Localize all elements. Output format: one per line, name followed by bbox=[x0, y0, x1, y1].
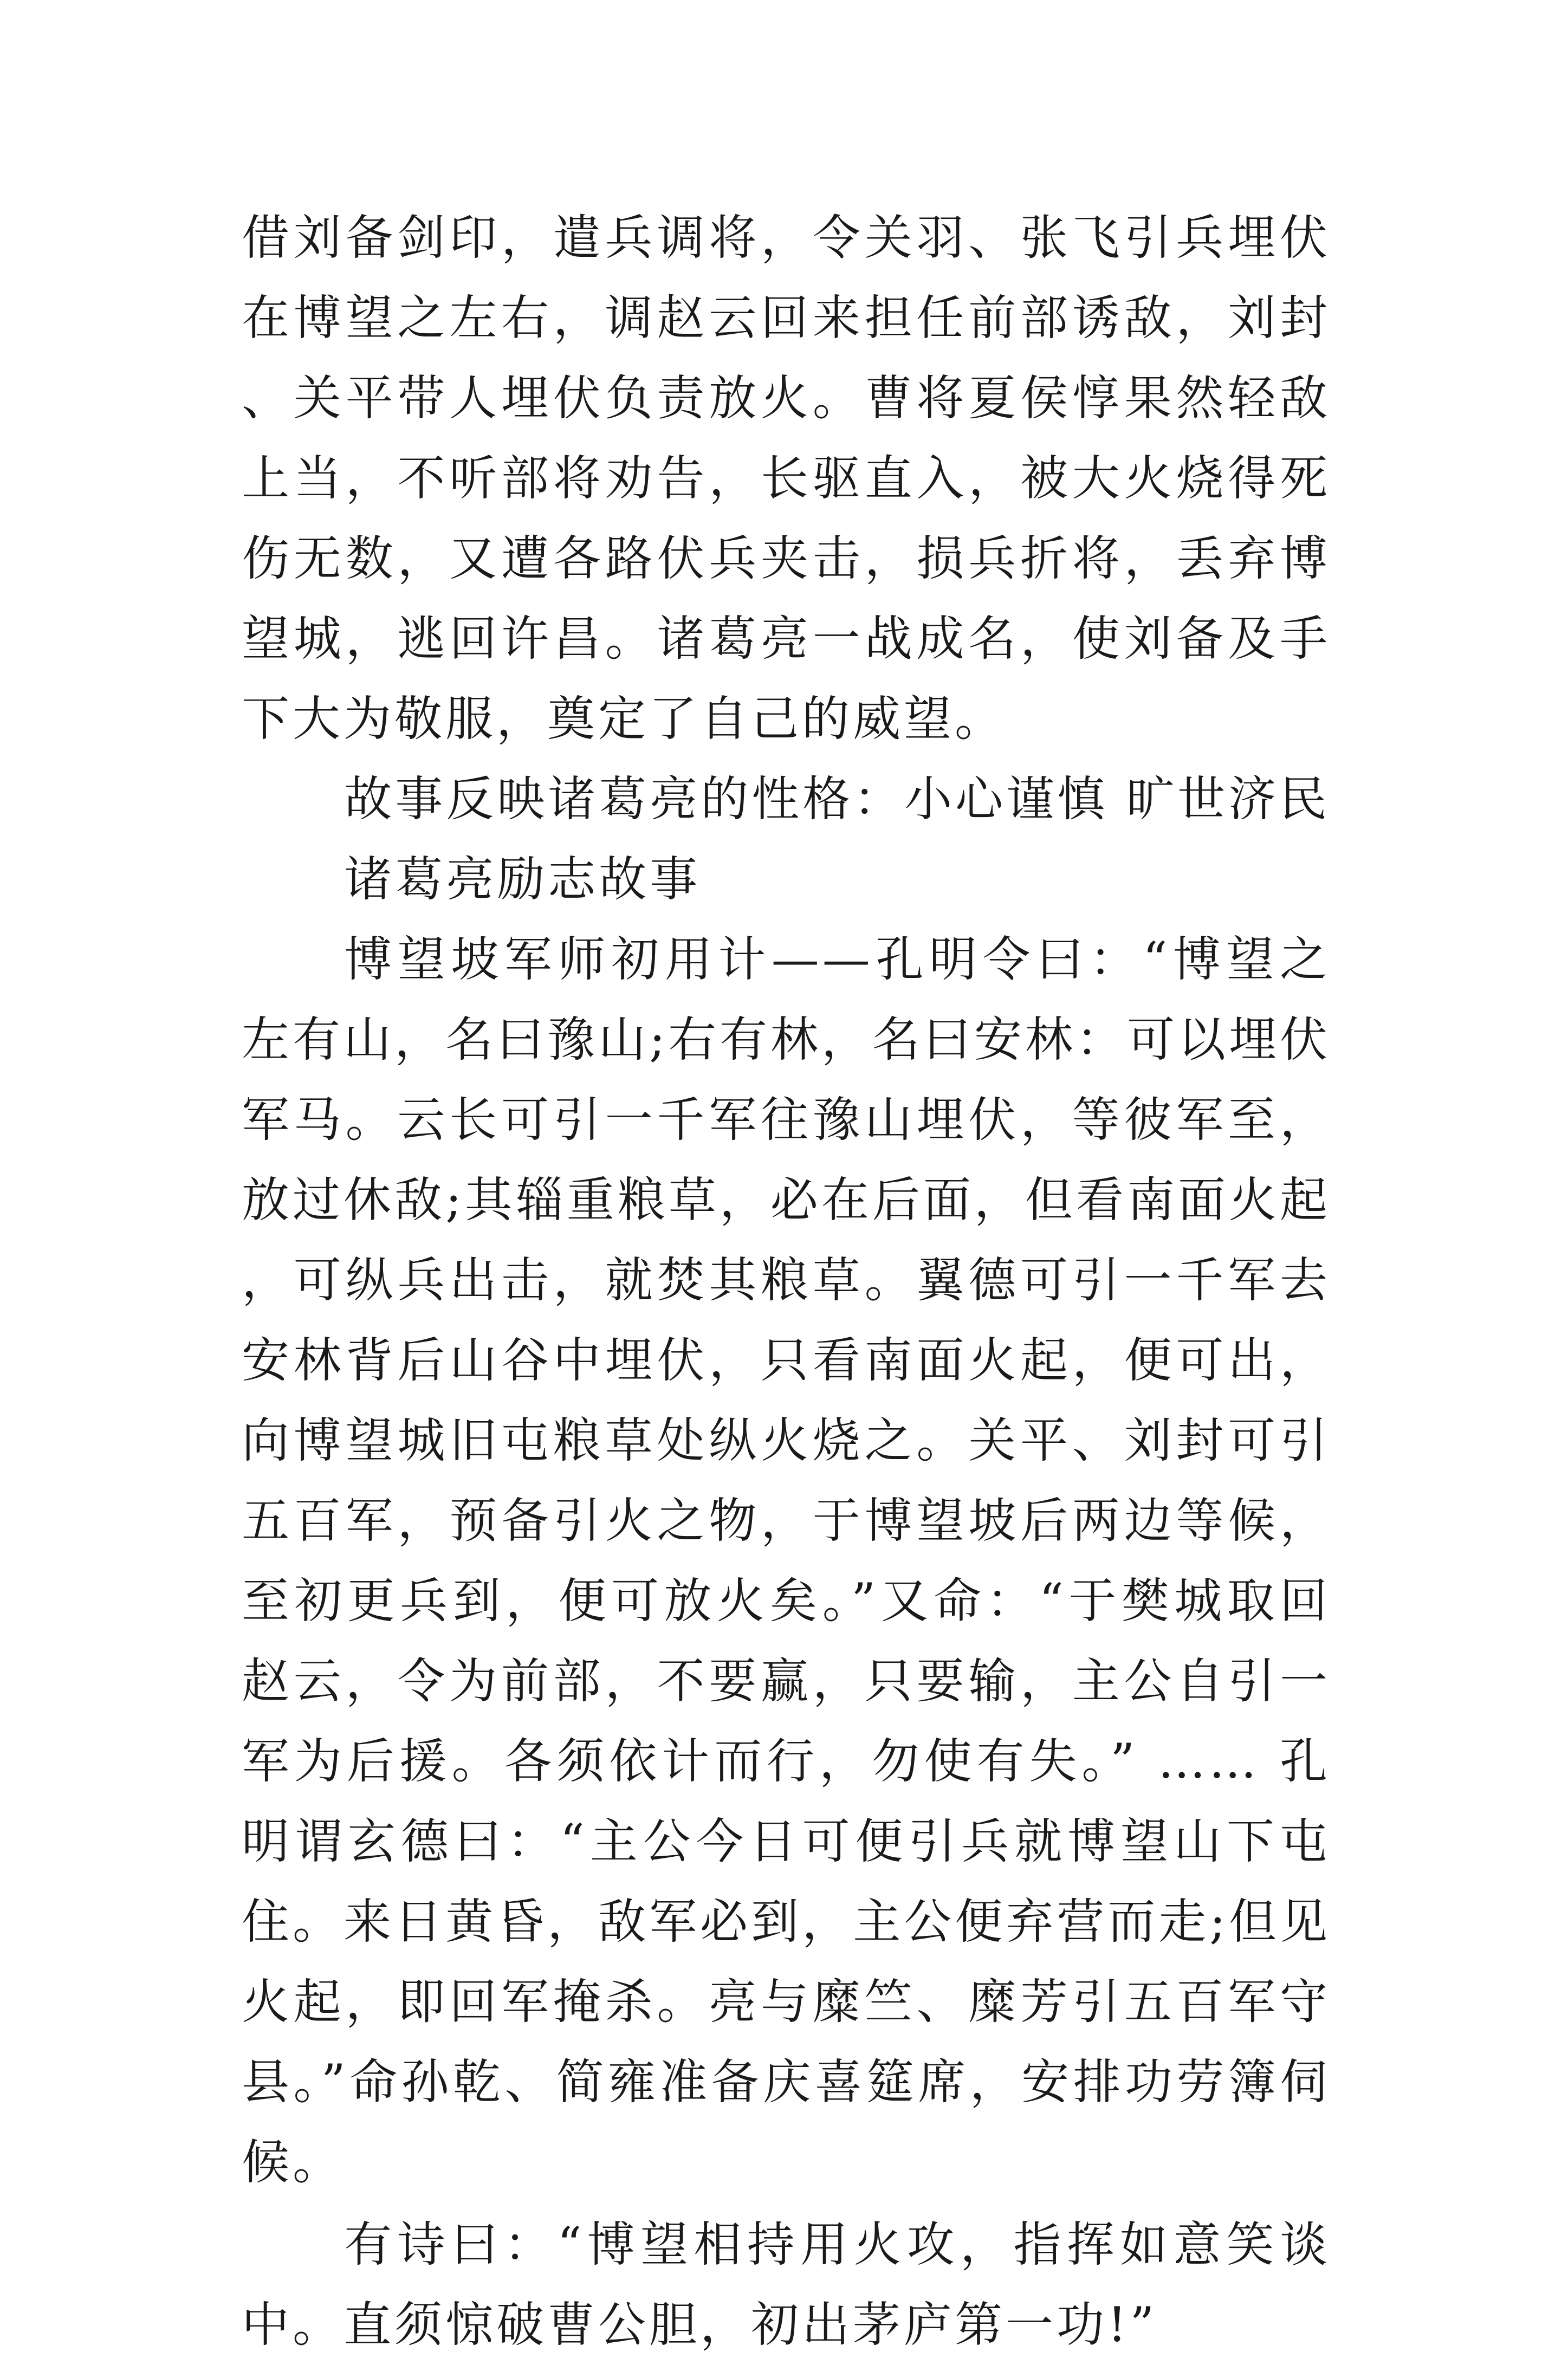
paragraph-character-summary: 故事反映诸葛亮的性格：小心谨慎 旷世济民 bbox=[344, 771, 1331, 827]
paragraph-poem: 有诗曰：“博望相持用火攻，指挥如意笑谈中。直须惊破曹公胆，初出茅庐第一功!” bbox=[242, 2217, 1331, 2353]
section-heading: 诸葛亮励志故事 bbox=[344, 851, 701, 907]
paragraph-continuation: 借刘备剑印，遣兵调将，令关羽、张飞引兵埋伏在博望之左右，调赵云回来担任前部诱敌，刘封、关平带人埋伏负责放火。曹将夏侯惇果然轻敌上当，不听部将劝告，长驱直入，被大火烧得死伤无数，又遭各路伏兵夹击，损兵折将，丢弃博望城，逃回许昌。诸葛亮一战成名，使刘备及手下大为敬服，奠定了自己的威望。 bbox=[242, 210, 1331, 747]
paragraph-story: 博望坡军师初用计——孔明令曰：“博望之左有山，名曰豫山;右有林，名曰安林：可以埋伏军马。云长可引一千军往豫山埋伏，等彼军至，放过休敌;其辎重粮草，必在后面，但看南面火起，可纵兵出击，就焚其粮草。翼德可引一千军去安林背后山谷中埋伏，只看南面火起，便可出，向博望城旧屯粮草处纵火烧之。关平、刘封可引五百军，预备引火之物，于博望坡后两边等候，至初更兵到，便可放火矣。”又命：“于樊城取回赵云，令为前部，不要赢，只要输，主公自引一军为后援。各须依计而行，勿使有失。” …… 孔明谓玄德曰：“主公今日可便引兵就博望山下屯住。来日黄昏，敌军必到，主公便弃营而走;但见火起，即回军掩杀。亮与糜竺、糜芳引五百军守县。”命孙乾、简雍准备庆喜筵席，安排功劳簿伺候。 bbox=[242, 931, 1331, 2190]
document-body bbox=[242, 198, 1331, 2365]
